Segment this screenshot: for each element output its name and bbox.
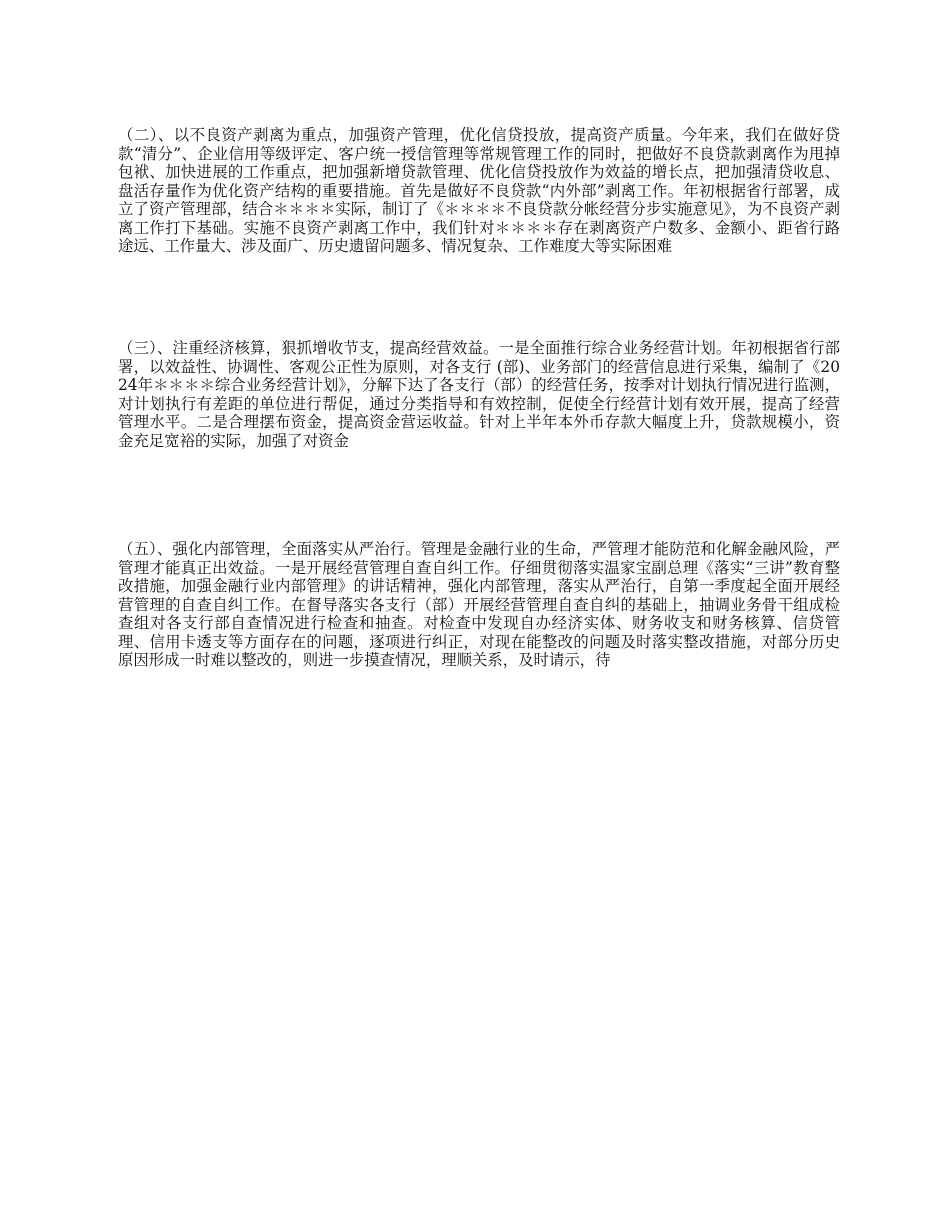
- paragraph-internal-management: （五）、强化内部管理，全面落实从严治行。管理是金融行业的生命，严管理才能防范和化解金融风险，严管理才能真正出效益。一是开展经营管理自查自纠工作。仔细贯彻落实温家宝副总理《落实“三讲”教育整改措施，加强金融行业内部管理》的讲话精神，强化内部管理，落实从严治行，自第一季度起全面开展经营管理的自查自纠工作。在督导落实各支行（部）开展经营管理自查自纠的基础上，抽调业务骨干组成检查组对各支行部自查情况进行检查和抽查。对检查中发现自办经济实体、财务收支和财务核算、信贷管理、信用卡透支等方面存在的问题，逐项进行纠正，对现在能整改的问题及时落实整改措施，对部分历史原因形成一时难以整改的，则进一步摸查情况，理顺关系，及时请示，待: [118, 540, 840, 669]
- paragraph-asset-management: （二）、以不良资产剥离为重点，加强资产管理，优化信贷投放，提高资产质量。今年来，我们在做好贷款“清分”、企业信用等级评定、客户统一授信管理等常规管理工作的同时，把做好不良贷款剥离作为甩掉包袱、加快进展的工作重点，把加强新增贷款管理、优化信贷投放作为效益的增长点，把加强清贷收息、盘活存量作为优化资产结构的重要措施。首先是做好不良贷款“内外部”剥离工作。年初根据省行部署，成立了资产管理部，结合＊＊＊＊实际，制订了《＊＊＊＊不良贷款分帐经营分步实施意见》，为不良资产剥离工作打下基础。实施不良资产剥离工作中，我们针对＊＊＊＊存在剥离资产户数多、金额小、距省行路途远、工作量大、涉及面广、历史遗留问题多、情况复杂、工作难度大等实际困难: [118, 126, 840, 255]
- paragraph-economic-accounting: （三）、注重经济核算，狠抓增收节支，提高经营效益。一是全面推行综合业务经营计划。年初根据省行部署，以效益性、协调性、客观公正性为原则，对各支行 (部)、业务部门的经营信息进行采集，编制了《2024年＊＊＊＊综合业务经营计划》，分解下达了各支行（部）的经营任务，按季对计划执行情况进行监测，对计划执行有差距的单位进行帮促，通过分类指导和有效控制，促使全行经营计划有效开展，提高了经营管理水平。二是合理摆布资金，提高资金营运收益。针对上半年本外币存款大幅度上升，贷款规模小，资金充足宽裕的实际，加强了对资金: [118, 339, 840, 450]
